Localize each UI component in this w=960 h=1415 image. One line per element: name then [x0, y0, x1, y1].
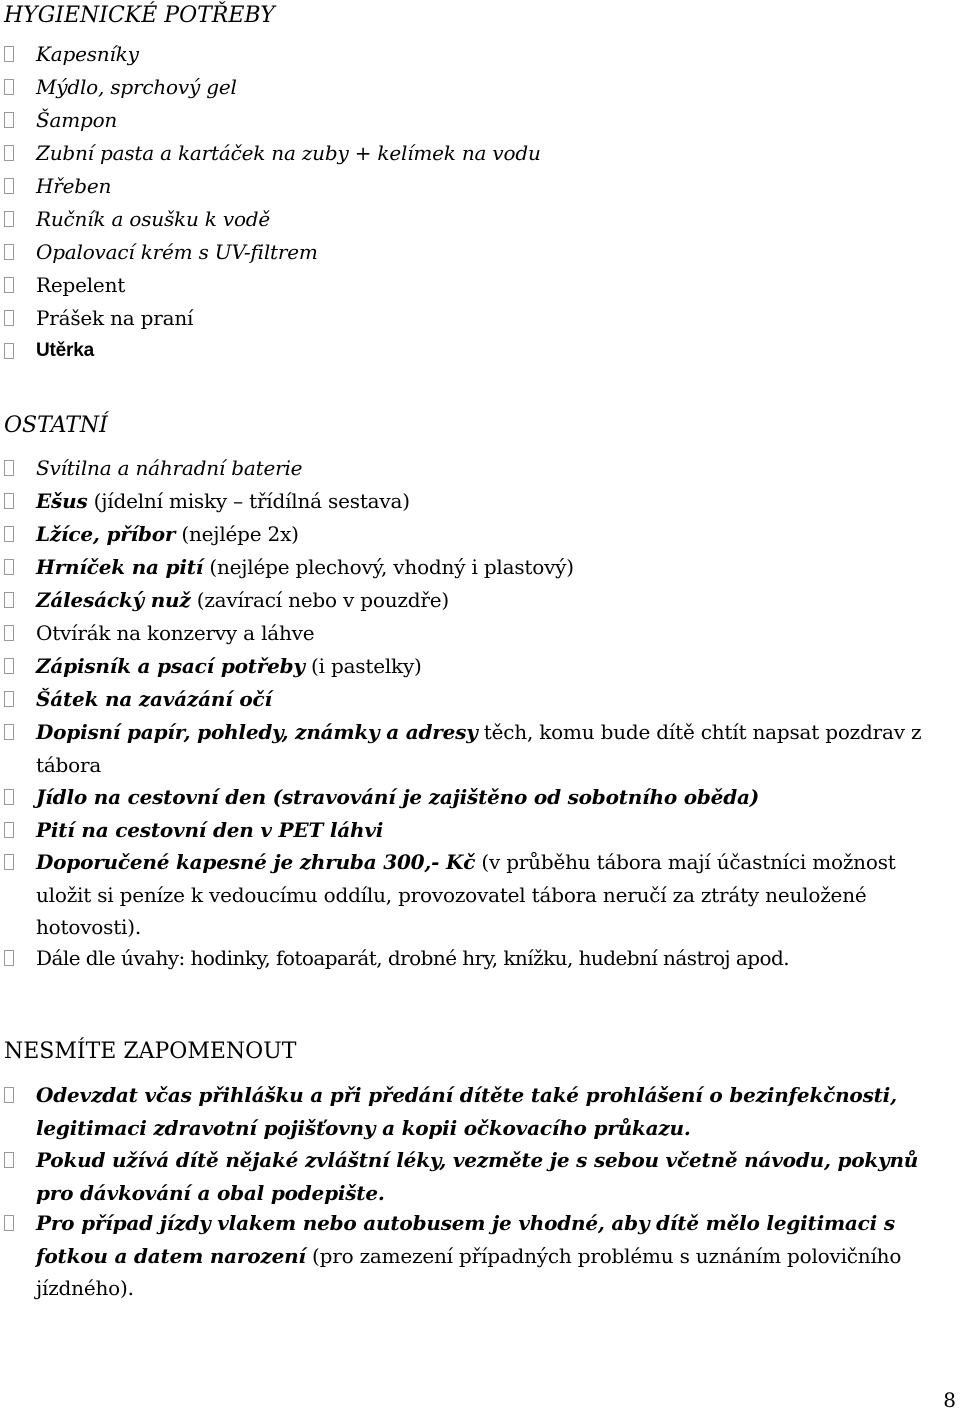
bullet-icon [4, 950, 14, 966]
bullet-icon [4, 625, 14, 641]
bullet-icon [4, 460, 14, 476]
list-item: Opalovací krém s UV-filtrem [4, 236, 956, 269]
bullet-icon [4, 79, 14, 95]
bullet-icon [4, 526, 14, 542]
bullet-icon [4, 343, 14, 359]
list-item: Zubní pasta a kartáček na zuby + kelímek na vodu [4, 137, 956, 170]
list-item: Svítilna a náhradní baterie [4, 452, 956, 485]
bullet-icon [4, 493, 14, 509]
list-item: Otvírák na konzervy a láhve [4, 617, 956, 650]
bullet-icon [4, 46, 14, 62]
list-item: Dále dle úvahy: hodinky, fotoaparát, drobné hry, knížku, hudební nástroj apod. [4, 942, 956, 975]
page-number: 8 [943, 1388, 956, 1412]
list-item: Zálesácký nuž (zavírací nebo v pouzdře) [4, 584, 956, 617]
list-item: Pokud užívá dítě nějaké zvláštní léky, vezměte je s sebou včetně návodu, pokynů pro dávkování a obal podepište. [4, 1144, 956, 1209]
list-item: Šampon [4, 104, 956, 137]
list-item: Repelent [4, 269, 956, 302]
list-item: Zápisník a psací potřeby (i pastelky) [4, 650, 956, 683]
list-item: Utěrka [4, 335, 956, 368]
bullet-icon [4, 559, 14, 575]
bullet-icon [4, 1215, 14, 1231]
list-item: Dopisní papír, pohledy, známky a adresy těch, komu bude dítě chtít napsat pozdrav z tábora [4, 716, 956, 781]
bullet-icon [4, 1152, 14, 1168]
list-item: Šátek na zavázání očí [4, 683, 956, 716]
list-item: Hrníček na pití (nejlépe plechový, vhodný i plastový) [4, 551, 956, 584]
section-title-remember: NESMÍTE ZAPOMENOUT [4, 1039, 297, 1064]
list-item: Doporučené kapesné je zhruba 300,- Kč (v průběhu tábora mají účastníci možnost uložit si peníze k vedoucímu oddílu, provozovatel tábora neručí za ztráty neuložené hotovosti). [4, 846, 956, 944]
list-item: Ešus (jídelní misky – třídílná sestava) [4, 485, 956, 518]
bullet-icon [4, 310, 14, 326]
bullet-icon [4, 277, 14, 293]
list-item: Ručník a osušku k vodě [4, 203, 956, 236]
bullet-icon [4, 854, 14, 870]
bullet-icon [4, 211, 14, 227]
list-item: Hřeben [4, 170, 956, 203]
list-item: Pro případ jízdy vlakem nebo autobusem je vhodné, aby dítě mělo legitimaci s fotkou a datem narození (pro zamezení případných problému s uznáním polovičního jízdného). [4, 1207, 956, 1305]
bullet-icon [4, 112, 14, 128]
bullet-icon [4, 724, 14, 740]
section-title-other: OSTATNÍ [4, 413, 108, 438]
section-title-hygiene: HYGIENICKÉ POTŘEBY [4, 3, 275, 28]
list-item: Jídlo na cestovní den (stravování je zajištěno od sobotního oběda) [4, 781, 956, 814]
bullet-icon [4, 592, 14, 608]
bullet-icon [4, 658, 14, 674]
bullet-icon [4, 822, 14, 838]
bullet-icon [4, 178, 14, 194]
list-item: Lžíce, příbor (nejlépe 2x) [4, 518, 956, 551]
list-item: Prášek na praní [4, 302, 956, 335]
bullet-icon [4, 789, 14, 805]
bullet-icon [4, 145, 14, 161]
bullet-icon [4, 1087, 14, 1103]
list-item: Odevzdat včas přihlášku a při předání dítěte také prohlášení o bezinfekčnosti, legitimaci zdravotní pojišťovny a kopii očkovacího průkazu. [4, 1079, 956, 1144]
list-item: Kapesníky [4, 38, 956, 71]
list-item: Pití na cestovní den v PET láhvi [4, 814, 956, 847]
list-item: Mýdlo, sprchový gel [4, 71, 956, 104]
bullet-icon [4, 691, 14, 707]
bullet-icon [4, 244, 14, 260]
